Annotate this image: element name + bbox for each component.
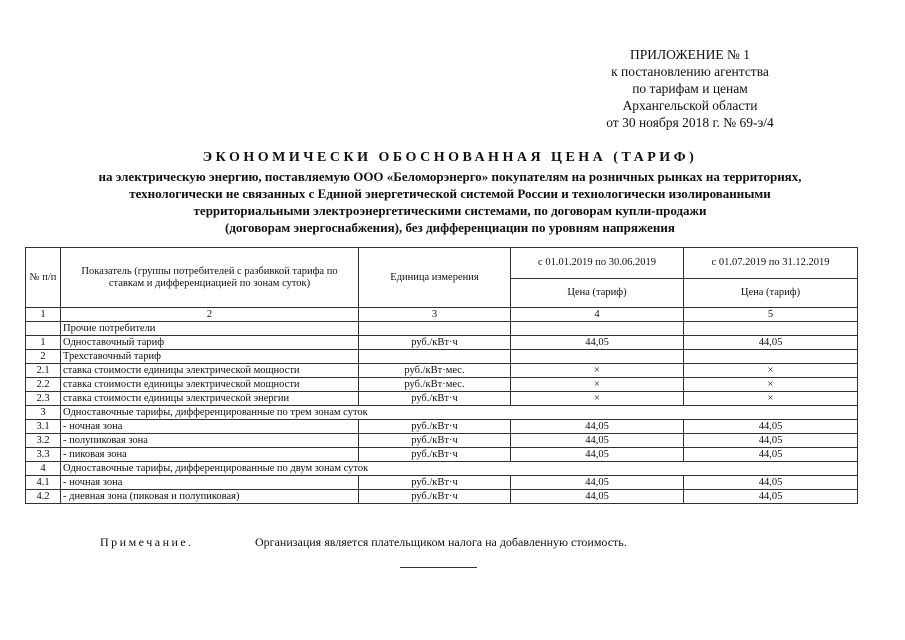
table-row <box>26 364 858 378</box>
header-unit: Единица измерения <box>359 248 511 308</box>
table-row <box>26 350 858 364</box>
column-number: 4 <box>511 308 684 322</box>
header-num: № п/п <box>26 248 61 308</box>
row-indicator: - дневная зона (пиковая и полупиковая) <box>61 490 359 504</box>
row-price-2: 44,05 <box>684 434 858 448</box>
row-unit: руб./кВт·ч <box>359 476 511 490</box>
row-indicator: ставка стоимости единицы электрической мощности <box>61 378 359 392</box>
table-row <box>26 448 858 462</box>
row-number: 1 <box>26 336 61 350</box>
table-row <box>26 322 858 336</box>
row-indicator: Трехставочный тариф <box>61 350 359 364</box>
row-unit <box>359 350 511 364</box>
document-subtitle <box>25 168 875 236</box>
row-unit: руб./кВт·ч <box>359 490 511 504</box>
row-indicator: Одноставочные тарифы, дифференцированные по двум зонам суток <box>61 462 858 476</box>
table-row <box>26 378 858 392</box>
row-indicator: - пиковая зона <box>61 448 359 462</box>
row-number: 2.1 <box>26 364 61 378</box>
row-price-1 <box>511 322 684 336</box>
row-price-2: × <box>684 392 858 406</box>
row-price-2: 44,05 <box>684 420 858 434</box>
document-title: ЭКОНОМИЧЕСКИ ОБОСНОВАННАЯ ЦЕНА (ТАРИФ) <box>202 150 698 165</box>
row-number <box>26 322 61 336</box>
row-number: 3.1 <box>26 420 61 434</box>
row-number: 4 <box>26 462 61 476</box>
table-row <box>26 336 858 350</box>
header-price-2: Цена (тариф) <box>684 279 858 308</box>
row-price-1: 44,05 <box>511 448 684 462</box>
row-indicator: ставка стоимости единицы электрической энергии <box>61 392 359 406</box>
row-price-2: × <box>684 378 858 392</box>
row-price-1 <box>511 350 684 364</box>
row-indicator: Одноставочный тариф <box>61 336 359 350</box>
subtitle-line: территориальными электроэнергетическими системами, по договорам купли-продажи <box>193 203 707 218</box>
row-price-1: × <box>511 392 684 406</box>
row-indicator: - полупиковая зона <box>61 434 359 448</box>
column-number: 1 <box>26 308 61 322</box>
row-unit: руб./кВт·ч <box>359 448 511 462</box>
row-price-2 <box>684 350 858 364</box>
header-period-1: с 01.01.2019 по 30.06.2019 <box>511 248 684 279</box>
table-row <box>26 490 858 504</box>
subtitle-line: на электрическую энергию, поставляемую ООО «Беломорэнерго» покупателям на розничных рынках на территориях, <box>98 169 802 184</box>
subtitle-line: (договорам энергоснабжения), без дифференциации по уровням напряжения <box>225 220 675 235</box>
column-number-row <box>26 308 858 322</box>
row-unit: руб./кВт·ч <box>359 392 511 406</box>
row-indicator: Одноставочные тарифы, дифференцированные по трем зонам суток <box>61 406 858 420</box>
subtitle-line: технологически не связанных с Единой энергетической системой России и технологически изолированными <box>129 186 771 201</box>
row-price-2: 44,05 <box>684 490 858 504</box>
appendix-line: ПРИЛОЖЕНИЕ № 1 <box>629 47 751 62</box>
row-number: 3.3 <box>26 448 61 462</box>
row-price-1: × <box>511 378 684 392</box>
row-price-1: 44,05 <box>511 476 684 490</box>
row-price-1: × <box>511 364 684 378</box>
column-number: 2 <box>61 308 359 322</box>
header-price-1: Цена (тариф) <box>511 279 684 308</box>
row-number: 4.1 <box>26 476 61 490</box>
row-number: 2.3 <box>26 392 61 406</box>
table-row <box>26 462 858 476</box>
row-unit: руб./кВт·мес. <box>359 364 511 378</box>
header-period-2: с 01.07.2019 по 31.12.2019 <box>684 248 858 279</box>
note <box>100 535 627 550</box>
row-number: 2.2 <box>26 378 61 392</box>
table-header-row <box>26 248 858 279</box>
row-price-2 <box>684 322 858 336</box>
row-indicator: ставка стоимости единицы электрической мощности <box>61 364 359 378</box>
table-row <box>26 392 858 406</box>
table-row <box>26 406 858 420</box>
column-number: 3 <box>359 308 511 322</box>
row-price-1: 44,05 <box>511 336 684 350</box>
row-number: 2 <box>26 350 61 364</box>
row-price-2: 44,05 <box>684 448 858 462</box>
row-price-2: 44,05 <box>684 476 858 490</box>
row-unit: руб./кВт·ч <box>359 336 511 350</box>
table-row <box>26 476 858 490</box>
row-price-1: 44,05 <box>511 420 684 434</box>
row-price-2: 44,05 <box>684 336 858 350</box>
row-unit: руб./кВт·ч <box>359 434 511 448</box>
divider-line <box>400 567 477 568</box>
row-unit <box>359 322 511 336</box>
note-label: Примечание. <box>100 535 194 549</box>
row-price-2: × <box>684 364 858 378</box>
note-text: Организация является плательщиком налога на добавленную стоимость. <box>255 535 627 549</box>
row-indicator: - ночная зона <box>61 476 359 490</box>
row-indicator: - ночная зона <box>61 420 359 434</box>
row-indicator: Прочие потребители <box>61 322 359 336</box>
row-number: 3 <box>26 406 61 420</box>
appendix-line: Архангельской области <box>622 98 758 113</box>
appendix-line: от 30 ноября 2018 г. № 69-э/4 <box>606 115 774 130</box>
row-price-1: 44,05 <box>511 434 684 448</box>
table-row <box>26 420 858 434</box>
row-number: 4.2 <box>26 490 61 504</box>
appendix-line: по тарифам и ценам <box>632 81 748 96</box>
tariff-table <box>25 247 858 504</box>
appendix-block <box>570 46 810 131</box>
row-number: 3.2 <box>26 434 61 448</box>
header-indicator: Показатель (группы потребителей с разбивкой тарифа по ставкам и дифференциацией по зонам суток) <box>61 248 359 308</box>
column-number: 5 <box>684 308 858 322</box>
row-price-1: 44,05 <box>511 490 684 504</box>
row-unit: руб./кВт·ч <box>359 420 511 434</box>
row-unit: руб./кВт·мес. <box>359 378 511 392</box>
table-row <box>26 434 858 448</box>
appendix-line: к постановлению агентства <box>611 64 769 79</box>
